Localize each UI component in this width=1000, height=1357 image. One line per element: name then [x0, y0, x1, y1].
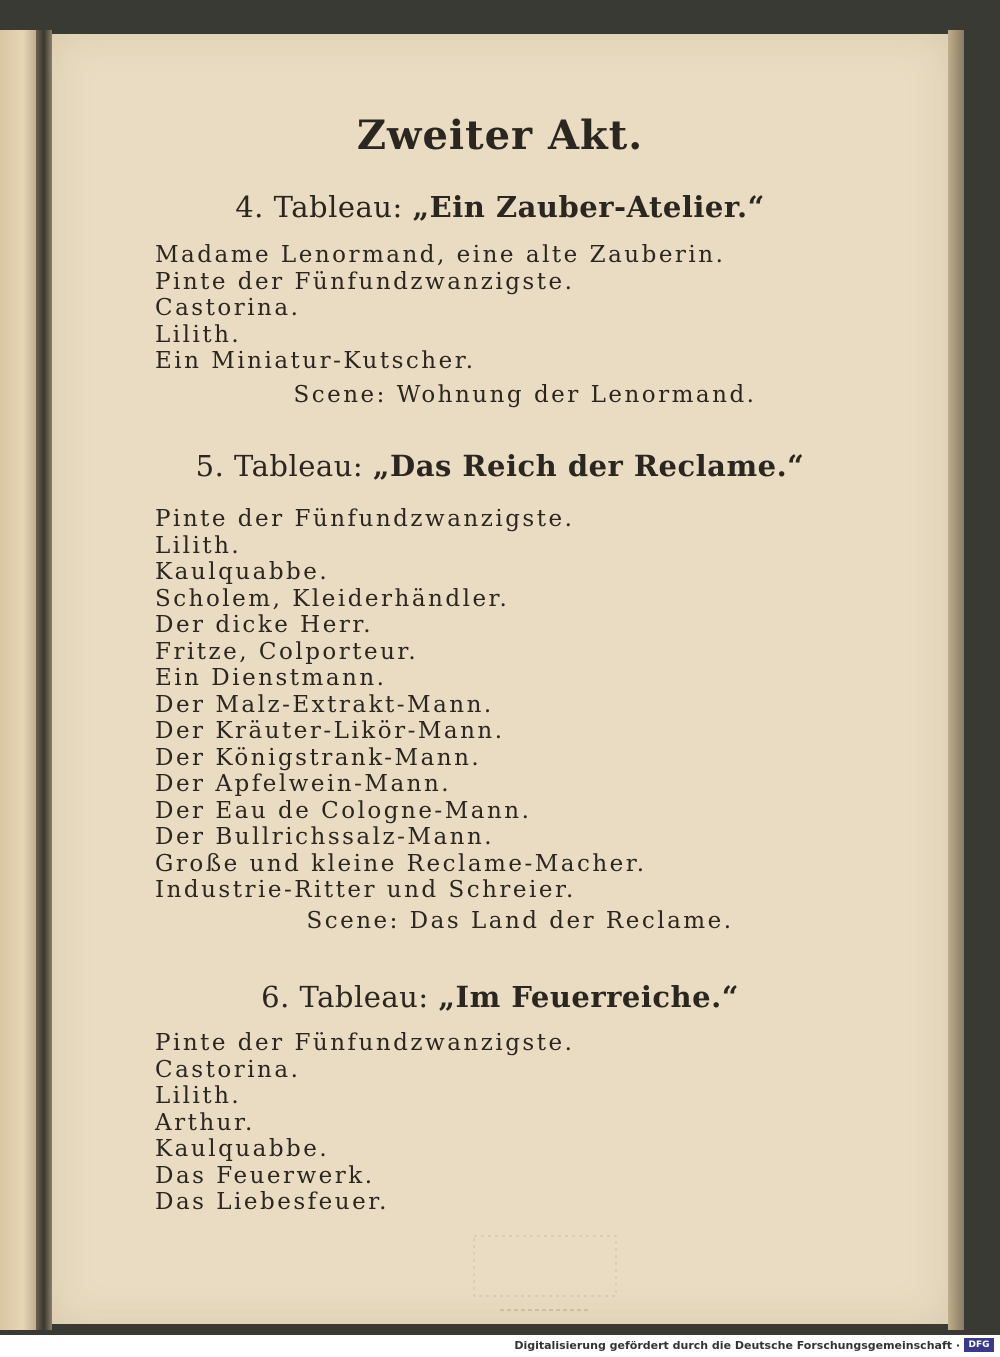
cast-item: Der Malz-Extrakt-Mann. [155, 691, 494, 718]
tableau-4-cast-list [155, 242, 725, 375]
cast-item: Der dicke Herr. [155, 612, 374, 638]
cast-item: Das Liebesfeuer. [155, 1189, 389, 1215]
cast-item: Ein Miniatur-Kutscher. [155, 348, 476, 374]
tableau-5-number: 5. Tableau: [195, 449, 364, 483]
footer-bar [0, 1335, 1000, 1357]
cast-item: Ein Dienstmann. [155, 665, 387, 691]
cast-item: Pinte der Fünfundzwanzigste. [155, 268, 575, 295]
cast-item: Kaulquabbe. [155, 559, 330, 585]
cast-item: Pinte der Fünfundzwanzigste. [155, 1030, 575, 1056]
tableau-4-number: 4. Tableau: [235, 190, 403, 224]
cast-item: Scholem, Kleiderhändler. [155, 585, 510, 612]
cast-item: Industrie-Ritter und Schreier. [155, 877, 576, 903]
tableau-4-name: „Ein Zauber-Atelier.“ [412, 190, 765, 224]
cast-item: Große und kleine Reclame-Macher. [155, 850, 647, 877]
cast-item: Der Eau de Cologne-Mann. [155, 797, 532, 824]
cast-item: Lilith. [155, 321, 242, 348]
cast-item: Arthur. [155, 1109, 255, 1136]
cast-item: Lilith. [155, 1083, 242, 1109]
book-gutter [36, 30, 52, 1330]
tableau-6-cast-list [155, 1030, 574, 1216]
cast-item: Kaulquabbe. [155, 1136, 330, 1162]
cast-item: Pinte der Fünfundzwanzigste. [155, 506, 575, 532]
library-stamp-mark [470, 1232, 620, 1322]
right-page-edge [948, 30, 964, 1330]
cast-item: Der Kräuter-Likör-Mann. [155, 718, 505, 744]
tableau-6-number: 6. Tableau: [261, 980, 429, 1014]
cast-item: Castorina. [155, 1056, 301, 1083]
cast-item: Der Apfelwein-Mann. [155, 771, 452, 797]
tableau-5-cast-list [155, 506, 647, 904]
tableau-6-heading [0, 980, 1000, 1014]
footer-credit: Digitalisierung gefördert durch die Deutsche Forschungsgemeinschaft · [514, 1339, 960, 1352]
tableau-5-heading [0, 449, 1000, 483]
tableau-5-scene: Scene: Das Land der Reclame. [306, 908, 734, 934]
tableau-6-name: „Im Feuerreiche.“ [438, 980, 739, 1014]
cast-item: Fritze, Colporteur. [155, 638, 419, 665]
left-page-edge [0, 30, 38, 1330]
dfg-logo-icon: DFG [964, 1338, 994, 1352]
cast-item: Lilith. [155, 532, 242, 559]
cast-item: Castorina. [155, 295, 301, 321]
tableau-5-name: „Das Reich der Reclame.“ [372, 449, 805, 483]
tableau-4-heading [0, 190, 1000, 224]
cast-item: Der Bullrichssalz-Mann. [155, 824, 495, 850]
cast-item: Der Königstrank-Mann. [155, 744, 482, 771]
cast-item: Madame Lenormand, eine alte Zauberin. [155, 242, 726, 268]
act-title: Zweiter Akt. [356, 112, 644, 159]
tableau-4-scene: Scene: Wohnung der Lenormand. [293, 382, 757, 408]
stamp-icon [470, 1232, 620, 1322]
cast-item: Das Feuerwerk. [155, 1162, 375, 1189]
